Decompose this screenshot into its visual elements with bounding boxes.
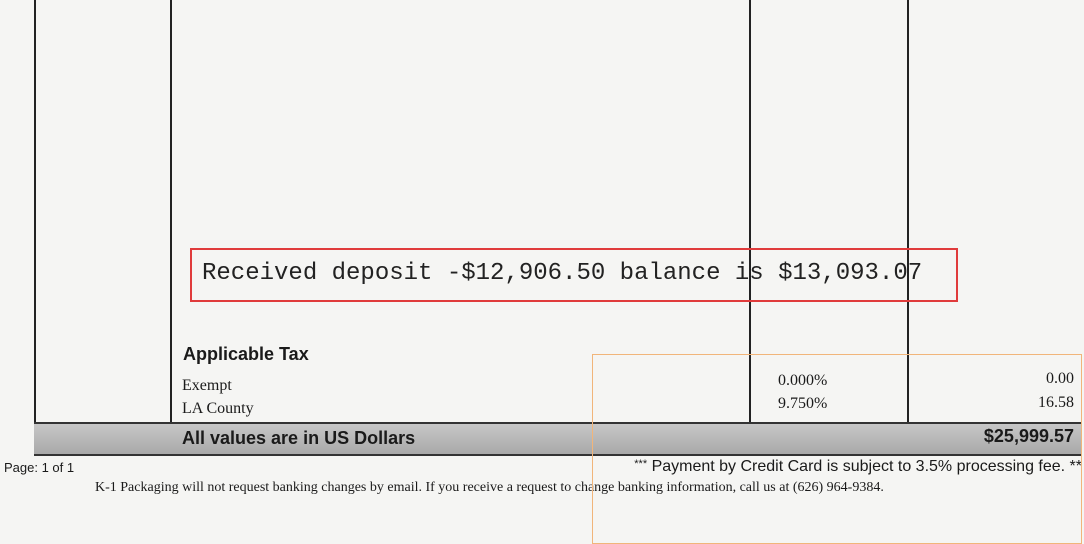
deposit-note-text: Received deposit -$12,906.50 balance is $13,093.07 bbox=[202, 260, 923, 287]
column-divider-4 bbox=[907, 0, 909, 452]
credit-card-note-stars: *** bbox=[634, 458, 648, 470]
column-divider-3 bbox=[749, 0, 751, 452]
grand-total: $25,999.57 bbox=[983, 426, 1074, 446]
tax-row-la-county-amount: 16.58 bbox=[1038, 394, 1074, 411]
tax-row-exempt-rate: 0.000% bbox=[778, 372, 828, 389]
tax-row-exempt-amount: 0.00 bbox=[1046, 370, 1074, 387]
page-number: Page: 1 of 1 bbox=[4, 460, 75, 475]
credit-card-note bbox=[634, 458, 1082, 476]
tax-row-exempt-name: Exempt bbox=[182, 377, 232, 394]
credit-card-note-text: Payment by Credit Card is subject to 3.5% processing fee. ** bbox=[651, 458, 1082, 475]
tax-heading: Applicable Tax bbox=[183, 344, 309, 364]
currency-note: All values are in US Dollars bbox=[182, 428, 416, 448]
total-bar bbox=[34, 422, 1082, 456]
tax-row-la-county-name: LA County bbox=[182, 400, 254, 417]
column-divider-2 bbox=[170, 0, 172, 452]
column-divider-1 bbox=[34, 0, 36, 452]
tax-row-la-county-rate: 9.750% bbox=[778, 395, 828, 412]
deposit-note-box bbox=[190, 248, 958, 302]
banking-notice: K-1 Packaging will not request banking changes by email. If you receive a request to change banking information, call us at (626) 964-9384. bbox=[95, 480, 884, 495]
